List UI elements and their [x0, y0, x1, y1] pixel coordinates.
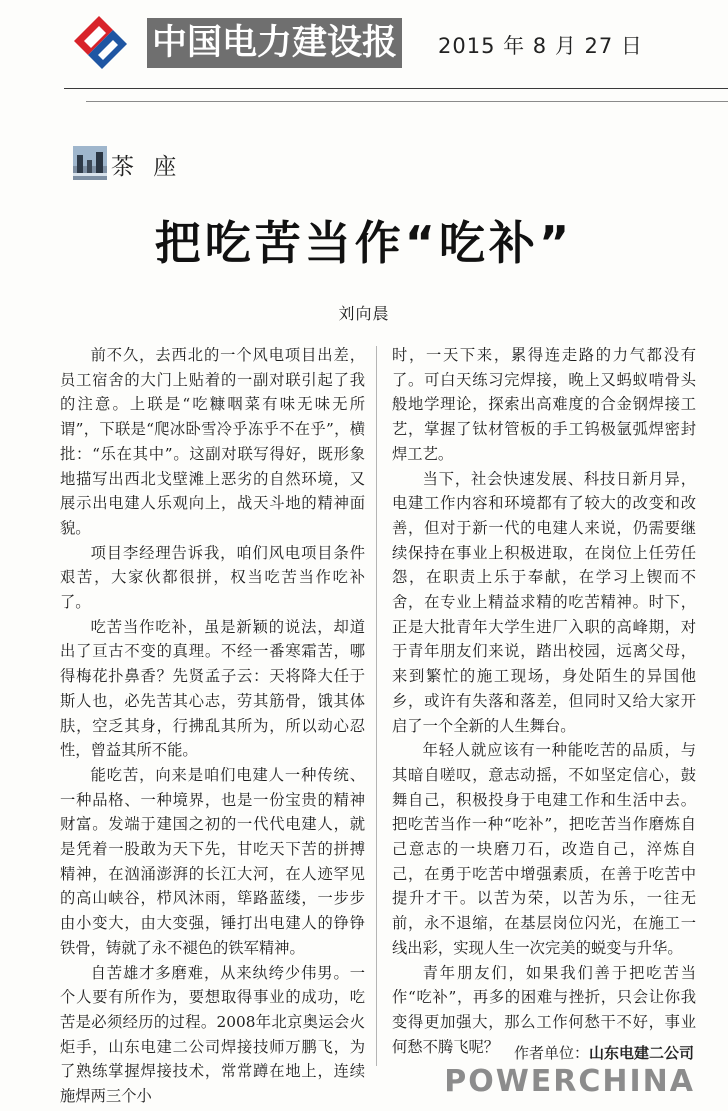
paragraph: 吃苦当作吃补，虽是新颖的说法，却道出了亘古不变的真理。不经一番寒霜苦，哪得梅花扑鼻香？先贤孟子云：天将降大任于斯人也，必先苦其心志，劳其筋骨，饿其体肤，空乏其身，行拂乱其所为，所以动心忍性，曾益其所不能。	[60, 617, 365, 760]
powerchina-brand: POWERCHINA	[444, 1064, 695, 1099]
masthead-rule-thin	[86, 101, 728, 102]
paragraph: 年轻人就应该有一种能吃苦的品质，与其暗自嗟叹，意志动摇，不如坚定信心，鼓舞自己，积极投身于电建工作和生活中去。把吃苦当作一种“吃补”，把吃苦当作磨炼自己意志的一块磨刀石，改造自己，淬炼自己，在勇于吃苦中增强素质，在善于吃苦中提升才干。以苦为荣，以苦为乐，一往无前，永不退缩，在基层岗位闪光，在施工一线出彩，实现人生一次完美的蜕变与升华。	[392, 741, 696, 957]
newspaper-name: 中国电力建设报	[147, 18, 402, 68]
paragraph: 当下，社会快速发展、科技日新月异，电建工作内容和环境都有了较大的改变和改善，但对于新一代的电建人来说，仍需要继续保持在事业上积极进取，在岗位上任劳任怨，在职责上乐于奉献，在学习上锲而不舍，在专业上精益求精的吃苦精神。时下，正是大批青年大学生进厂入职的高峰期，对于青年朋友们来说，踏出校园，远离父母，来到繁忙的施工现场，身处陌生的异国他乡，或许有失落和落差，但同时又给大家开启了一个全新的人生舞台。	[392, 469, 696, 735]
issue-date: 2015 年 8 月 27 日	[438, 34, 643, 58]
paragraph: 青年朋友们，如果我们善于把吃苦当作“吃补”，再多的困难与挫折，只会让你我变得更加强大，那么工作何愁干不好，事业何愁不腾飞呢？	[392, 963, 696, 1056]
article-title: 把吃苦当作“吃补”	[154, 216, 574, 270]
column-divider	[376, 346, 377, 1066]
paragraph: 能吃苦，向来是咱们电建人一种传统、一种品格、一种境界，也是一份宝贵的精神财富。发端于建国之初的一代代电建人，就是凭着一股敢为天下先，甘吃天下苦的拼搏精神，在汹涌澎湃的长江大河，在人迹罕见的高山峡谷，栉风沐雨，筚路蓝缕，一步步由小变大，由大变强，锤打出电建人的铮铮铁骨，铸就了永不褪色的铁军精神。	[60, 765, 365, 957]
masthead	[0, 0, 728, 105]
tea-house-icon	[73, 146, 107, 180]
article-column-left	[60, 343, 365, 1109]
paragraph: 自苦雄才多磨难，从来纨绔少伟男。一个人要有所作为，要想取得事业的成功，吃苦是必须经历的过程。2008年北京奥运会火炬手，山东电建二公司焊接技师万鹏飞，为了熟练掌握焊接技术，常常蹲在地上，连续施焊两三个小	[60, 963, 365, 1106]
newspaper-logo-icon	[60, 12, 138, 70]
byline-organization: 山东电建二公司	[588, 1044, 694, 1062]
article-column-right	[392, 343, 696, 1059]
article-author: 刘向晨	[338, 304, 390, 323]
byline-label: 作者单位：	[513, 1044, 589, 1062]
paragraph-continuation: 时，一天下来，累得连走路的力气都没有了。可白天练习完焊接，晚上又蚂蚁啃骨头般地学理论，探索出高难度的合金钢焊接工艺，掌握了钛材管板的手工钨极氩弧焊密封焊工艺。	[392, 346, 696, 463]
column-name: 茶 座	[111, 154, 183, 180]
paragraph: 前不久，去西北的一个风电项目出差，员工宿舍的大门上贴着的一副对联引起了我的注意。上联是“吃糠咽菜有味无味无所谓”，下联是“爬冰卧雪冷乎冻乎不在乎”，横批：“乐在其中”。这副对联写得好，既形象地描写出西北戈壁滩上恶劣的自然环境，又展示出电建人乐观向上，战天斗地的精神面貌。	[60, 346, 365, 537]
masthead-rule	[64, 88, 728, 89]
paragraph: 项目李经理告诉我，咱们风电项目条件艰苦，大家伙都很拼，权当吃苦当作吃补了。	[60, 543, 365, 612]
author-affiliation	[514, 1042, 694, 1063]
